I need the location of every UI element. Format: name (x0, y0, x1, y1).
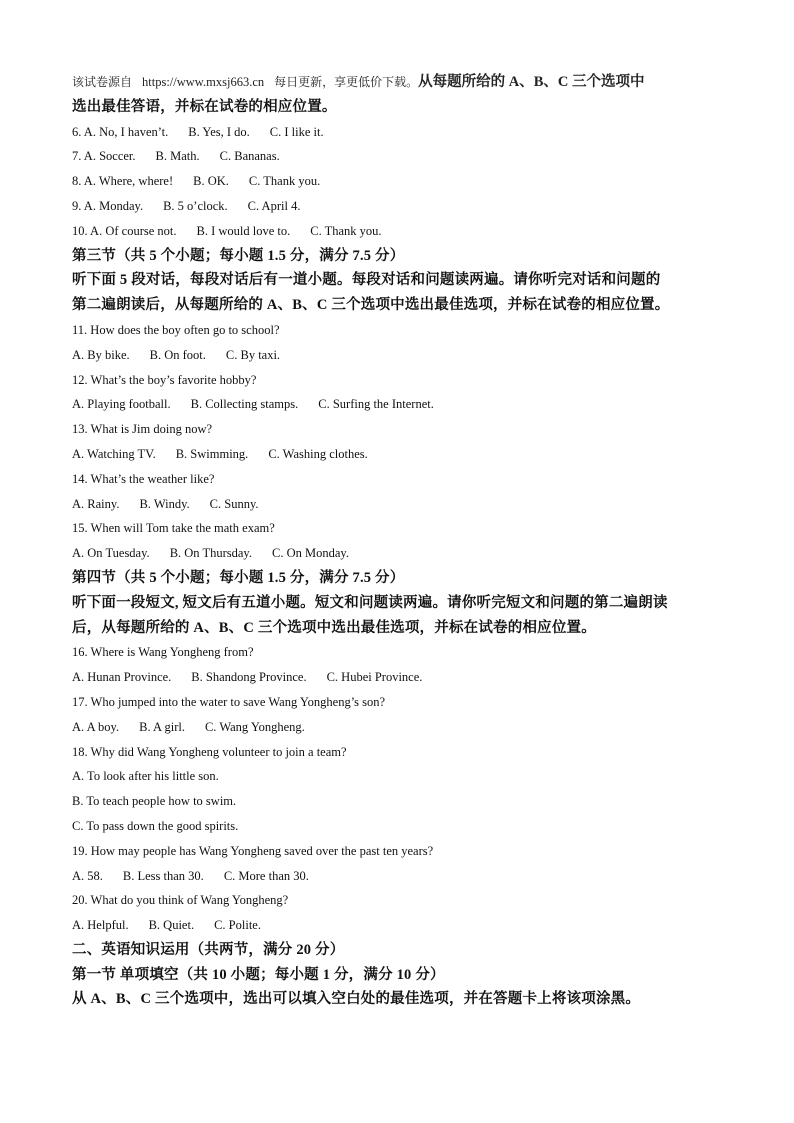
option-a: A. 58. (72, 868, 103, 883)
option-c: C. Hubei Province. (326, 670, 423, 685)
question-14: 14. What’s the weather like? (72, 471, 215, 486)
question-19-options (72, 864, 732, 889)
question-13: 13. What is Jim doing now? (72, 422, 213, 437)
question-17-options (72, 715, 732, 740)
option-a: A. By bike. (72, 347, 130, 362)
question-9 (72, 194, 732, 219)
section-4-title: 第四节（共 5 个小题；每小题 1.5 分，满分 7.5 分） (72, 569, 405, 586)
option-a: A. A boy. (72, 719, 120, 734)
option-a: A. Playing football. (72, 397, 171, 412)
option-b: B. Windy. (139, 496, 190, 511)
option-a: A. Rainy. (72, 496, 120, 511)
question-20-options (72, 913, 732, 938)
question-19: 19. How may people has Wang Yongheng saved over the past ten years? (72, 843, 434, 858)
option-b: B. On foot. (149, 347, 206, 362)
question-16: 16. Where is Wang Yongheng from? (72, 645, 254, 660)
question-14-options (72, 492, 732, 517)
question-13-options (72, 442, 732, 467)
option-c: C. Bananas. (219, 149, 280, 164)
source-url[interactable]: https://www.mxsj663.cn (142, 75, 265, 89)
option-a: A. To look after his little son. (72, 769, 219, 784)
option-b: B. Collecting stamps. (190, 397, 299, 412)
option-c: C. April 4. (247, 198, 301, 213)
option-a: A. On Tuesday. (72, 546, 150, 561)
option-b: B. Shandong Province. (191, 670, 307, 685)
option-c: C. To pass down the good spirits. (72, 818, 239, 833)
option-a: 9. A. Monday. (72, 198, 144, 213)
option-c: C. Polite. (214, 918, 261, 933)
part-2-section-1-instruction: 从 A、B、C 三个选项中，选出可以填入空白处的最佳选项，并在答题卡上将该项涂黑。 (72, 991, 641, 1008)
option-c: C. Sunny. (209, 496, 259, 511)
section-4-instruction-2: 后，从每题所给的 A、B、C 三个选项中选出最佳选项，并标在试卷的相应位置。 (72, 619, 596, 636)
part-2-title: 二、英语知识运用（共两节，满分 20 分） (72, 941, 345, 958)
question-17: 17. Who jumped into the water to save Wang Yongheng’s son? (72, 694, 386, 709)
option-a: A. Watching TV. (72, 446, 156, 461)
question-12: 12. What’s the boy’s favorite hobby? (72, 372, 257, 387)
option-a: A. Hunan Province. (72, 670, 172, 685)
option-c: C. On Monday. (271, 546, 349, 561)
option-a: 6. A. No, I haven’t. (72, 124, 169, 139)
question-10 (72, 219, 732, 244)
option-b: B. To teach people how to swim. (72, 794, 237, 809)
option-b: B. 5 o’clock. (163, 198, 228, 213)
section-4-instruction-1: 听下面一段短文, 短文后有五道小题。短文和问题读两遍。请你听完短文和问题的第二遍朗读 (72, 594, 668, 611)
option-b: B. I would love to. (196, 223, 291, 238)
exam-page (72, 70, 732, 1012)
option-a: 8. A. Where, where! (72, 174, 174, 189)
option-c: C. I like it. (269, 124, 324, 139)
source-line (72, 70, 732, 95)
question-11-options (72, 343, 732, 368)
option-b: B. Math. (155, 149, 200, 164)
option-b: B. Less than 30. (122, 868, 204, 883)
option-b: B. Yes, I do. (188, 124, 250, 139)
option-b: B. OK. (193, 174, 229, 189)
option-c: C. More than 30. (223, 868, 309, 883)
question-11: 11. How does the boy often go to school? (72, 322, 280, 337)
option-b: B. Swimming. (175, 446, 249, 461)
section-3-title: 第三节（共 5 个小题；每小题 1.5 分，满分 7.5 分） (72, 247, 405, 264)
source-suffix: 每日更新，享更低价下载。 (274, 75, 419, 89)
instruction-start: 从每题所给的 A、B、C 三个选项中 (418, 74, 645, 90)
option-c: C. Thank you. (310, 223, 382, 238)
instruction-continuation: 选出最佳答语，并标在试卷的相应位置。 (72, 98, 337, 115)
option-c: C. Surfing the Internet. (318, 397, 434, 412)
question-6 (72, 120, 732, 145)
section-3-instruction-1: 听下面 5 段对话，每段对话后有一道小题。每段对话和问题读两遍。请你听完对话和问题的 (72, 272, 661, 289)
source-prefix: 该试卷源自 (72, 75, 133, 89)
option-b: B. On Thursday. (169, 546, 252, 561)
question-16-options (72, 665, 732, 690)
section-3-instruction-2: 第二遍朗读后，从每题所给的 A、B、C 三个选项中选出最佳选项，并标在试卷的相应位置。 (72, 297, 670, 314)
part-2-section-1-title: 第一节 单项填空（共 10 小题；每小题 1 分，满分 10 分） (72, 966, 445, 983)
option-a: 10. A. Of course not. (72, 223, 177, 238)
question-8 (72, 169, 732, 194)
option-c: C. Thank you. (248, 174, 321, 189)
question-12-options (72, 392, 732, 417)
question-20: 20. What do you think of Wang Yongheng? (72, 893, 289, 908)
option-c: C. Wang Yongheng. (204, 719, 305, 734)
question-18: 18. Why did Wang Yongheng volunteer to join a team? (72, 744, 347, 759)
option-c: C. By taxi. (225, 347, 281, 362)
option-b: B. Quiet. (148, 918, 195, 933)
question-15: 15. When will Tom take the math exam? (72, 521, 275, 536)
question-7 (72, 144, 732, 169)
question-15-options (72, 541, 732, 566)
option-b: B. A girl. (139, 719, 185, 734)
option-c: C. Washing clothes. (268, 446, 368, 461)
option-a: 7. A. Soccer. (72, 149, 136, 164)
option-a: A. Helpful. (72, 918, 129, 933)
